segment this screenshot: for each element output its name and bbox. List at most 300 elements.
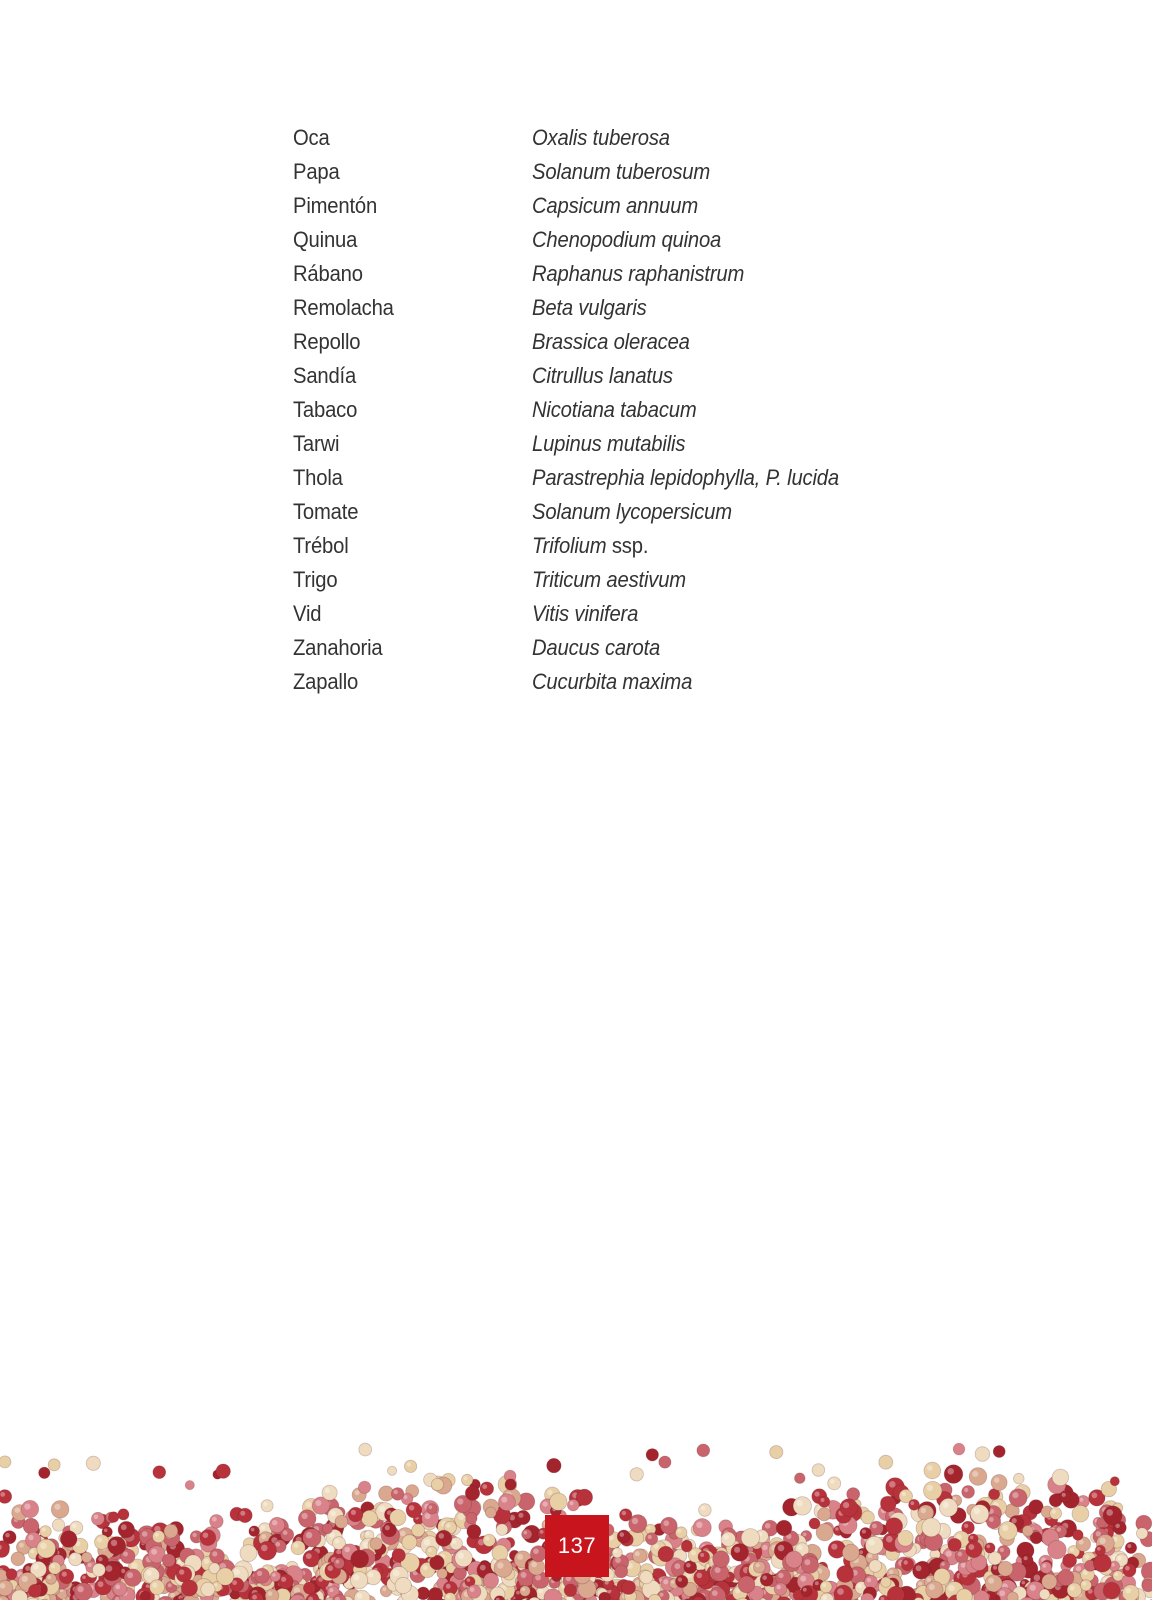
quinoa-grain [462,1474,473,1485]
quinoa-grain [741,1529,759,1547]
quinoa-grain [51,1501,69,1519]
quinoa-grain [402,1535,417,1550]
quinoa-grain [359,1443,372,1456]
quinoa-grain [1007,1592,1018,1600]
quinoa-grain-highlight [762,1575,767,1580]
quinoa-grain [774,1583,787,1596]
quinoa-grain-highlight [252,1595,257,1600]
quinoa-grain [395,1577,411,1593]
quinoa-grain [944,1465,963,1484]
quinoa-grain-highlight [734,1547,740,1553]
quinoa-grain-highlight [325,1488,330,1493]
quinoa-grain-highlight [1115,1572,1119,1576]
scientific-name [532,601,901,627]
quinoa-grain [898,1530,914,1546]
quinoa-grain-highlight [94,1515,99,1520]
quinoa-grain-highlight [152,1583,157,1588]
quinoa-grain [140,1591,150,1600]
scientific-name [532,431,901,457]
quinoa-grain [216,1568,233,1585]
common-name: Quinua [293,227,358,252]
common-name: Tomate [293,499,359,524]
quinoa-grain-highlight [517,1554,523,1560]
quinoa-grain-highlight [524,1531,528,1535]
quinoa-grain-highlight [519,1513,524,1518]
quinoa-grain [249,1526,260,1537]
quinoa-grain-highlight [964,1524,968,1528]
quinoa-grain-highlight [203,1532,209,1538]
quinoa-grain-highlight [989,1517,994,1522]
table-row [293,393,933,427]
quinoa-grain [922,1518,941,1537]
quinoa-grain [1103,1582,1120,1599]
quinoa-grain-highlight [647,1526,651,1530]
quinoa-grain-highlight [251,1528,255,1532]
quinoa-grain [505,1479,516,1490]
quinoa-grain-highlight [1079,1498,1083,1502]
quinoa-grain [118,1521,134,1537]
quinoa-grain [69,1552,82,1565]
quinoa-grain [1014,1473,1025,1484]
scientific-name-italic: Parastrephia lepidophylla, P. lucida [532,465,839,490]
quinoa-grain [303,1582,315,1594]
quinoa-grain-highlight [886,1536,893,1543]
quinoa-grain [969,1468,987,1486]
quinoa-grain-highlight [927,1485,933,1491]
quinoa-grain [622,1581,636,1595]
quinoa-grain [837,1566,854,1583]
scientific-name [532,261,901,287]
quinoa-grain-highlight [351,1510,356,1515]
scientific-name [532,465,901,491]
quinoa-grain-highlight [843,1502,849,1508]
quinoa-grain-highlight [941,1562,945,1566]
table-row [293,597,933,631]
quinoa-grain-highlight [82,1576,86,1580]
quinoa-grain [150,1580,165,1595]
quinoa-grain-highlight [268,1591,273,1596]
scientific-name-italic: Brassica oleracea [532,329,690,354]
quinoa-grain [351,1572,368,1589]
quinoa-grain [92,1563,105,1576]
quinoa-grain-highlight [1057,1527,1061,1531]
quinoa-grain-highlight [947,1468,954,1475]
quinoa-grain-highlight [98,1557,102,1561]
table-row [293,291,933,325]
quinoa-grain-highlight [28,1535,33,1540]
quinoa-grain-highlight [485,1536,489,1540]
quinoa-grain-highlight [1070,1548,1074,1552]
quinoa-grain-highlight [151,1549,157,1555]
quinoa-grain [322,1523,332,1533]
quinoa-grain-highlight [1111,1563,1115,1567]
quinoa-grain-highlight [366,1532,370,1536]
quinoa-grain-highlight [234,1569,240,1575]
quinoa-grain [801,1556,818,1573]
quinoa-grain-highlight [570,1501,574,1505]
quinoa-grain-highlight [14,1507,20,1513]
quinoa-grain [658,1546,673,1561]
common-name: Zanahoria [293,635,383,660]
quinoa-grain [392,1549,405,1562]
scientific-name-italic: Vitis vinifera [532,601,639,626]
quinoa-grain [1125,1542,1136,1553]
quinoa-grain-highlight [204,1559,209,1564]
quinoa-grain [1048,1540,1067,1559]
scientific-name-italic: Solanum tuberosum [532,159,711,184]
quinoa-grain [390,1510,406,1526]
quinoa-grain [322,1485,337,1500]
quinoa-grain [351,1550,369,1568]
quinoa-grain-highlight [778,1573,783,1578]
scientific-name [532,363,901,389]
scientific-name-suffix: ssp. [606,533,649,558]
quinoa-grain-highlight [869,1539,875,1545]
quinoa-grain-highlight [400,1531,406,1537]
quinoa-grain-highlight [543,1501,548,1506]
quinoa-grain [81,1552,92,1563]
quinoa-grain-highlight [121,1524,127,1530]
table-row [293,155,933,189]
scientific-name [532,397,901,423]
quinoa-grain-highlight [1083,1570,1088,1575]
quinoa-grain [485,1507,496,1518]
quinoa-grain-highlight [943,1502,949,1508]
quinoa-grain-highlight [393,1570,400,1577]
quinoa-grain [6,1569,17,1580]
quinoa-grain-highlight [0,1583,5,1589]
quinoa-grain [909,1499,920,1510]
quinoa-grain-highlight [142,1531,148,1537]
quinoa-grain-highlight [994,1477,1000,1483]
quinoa-grain-highlight [22,1576,28,1582]
quinoa-grain [113,1582,127,1596]
quinoa-grain-highlight [457,1498,463,1504]
quinoa-grain-highlight [407,1462,411,1466]
quinoa-grain-highlight [328,1565,334,1571]
quinoa-grain-highlight [19,1543,24,1548]
quinoa-grain-highlight [862,1530,866,1534]
quinoa-grain [483,1534,495,1546]
quinoa-grain-highlight [263,1502,267,1506]
quinoa-grain-highlight [344,1547,350,1553]
quinoa-grain-highlight [155,1533,159,1537]
quinoa-grain [1050,1507,1062,1519]
quinoa-grain-highlight [815,1581,819,1585]
quinoa-grain-highlight [859,1550,863,1554]
quinoa-grain-highlight [30,1549,34,1553]
quinoa-grain [483,1573,498,1588]
quinoa-grain-highlight [1125,1588,1131,1594]
quinoa-grain [646,1449,658,1461]
quinoa-grain-highlight [675,1563,681,1569]
quinoa-grain [436,1530,452,1546]
quinoa-grain-highlight [724,1535,729,1540]
quinoa-grain-highlight [663,1520,669,1526]
quinoa-grain-highlight [648,1535,652,1539]
quinoa-grain-highlight [830,1479,835,1484]
quinoa-grain-highlight [822,1583,826,1587]
quinoa-grain-highlight [696,1522,702,1528]
species-table [293,121,933,699]
quinoa-grain-highlight [394,1490,398,1494]
quinoa-grain [1123,1564,1136,1577]
quinoa-grain [269,1517,284,1532]
quinoa-grain-highlight [918,1582,922,1586]
quinoa-grain [776,1520,792,1536]
quinoa-grain [261,1500,273,1512]
quinoa-grain [520,1586,531,1597]
quinoa-grain [467,1585,481,1599]
quinoa-grain-highlight [131,1562,138,1569]
quinoa-grain-highlight [452,1540,456,1544]
common-name: Rábano [293,261,363,286]
quinoa-grain [361,1510,377,1526]
scientific-name-italic: Chenopodium quinoa [532,227,722,252]
quinoa-grain [95,1535,110,1550]
quinoa-grain-highlight [179,1569,184,1574]
quinoa-grain-highlight [821,1498,825,1502]
quinoa-grain [427,1504,437,1514]
table-row [293,495,933,529]
quinoa-grain [681,1541,692,1552]
quinoa-grain [865,1536,883,1554]
quinoa-grain [37,1539,56,1558]
quinoa-grain-highlight [97,1537,102,1542]
common-name: Papa [293,159,340,184]
quinoa-grain-highlight [697,1573,703,1579]
quinoa-grain [694,1570,710,1586]
quinoa-grain-highlight [635,1551,640,1556]
quinoa-grain-highlight [272,1573,276,1577]
quinoa-grain [86,1456,100,1470]
quinoa-grain-highlight [424,1539,430,1545]
quinoa-grain [185,1481,194,1490]
quinoa-grain [108,1512,119,1523]
quinoa-grain [39,1467,50,1478]
table-row [293,529,933,563]
table-row [293,631,933,665]
quinoa-grain-highlight [429,1505,433,1509]
quinoa-grain-highlight [281,1577,286,1582]
quinoa-grain-highlight [127,1572,133,1578]
quinoa-grain [699,1504,712,1517]
quinoa-grain-highlight [1097,1547,1101,1551]
quinoa-grain-highlight [972,1471,978,1477]
common-name: Pimentón [293,193,378,218]
quinoa-grain-highlight [756,1563,760,1567]
quinoa-grain [496,1524,508,1536]
quinoa-grain-highlight [425,1513,431,1519]
quinoa-grain [91,1512,104,1525]
quinoa-grain-highlight [969,1544,975,1550]
quinoa-grain [1110,1477,1119,1486]
quinoa-grain [494,1559,512,1577]
quinoa-grain-highlight [1042,1564,1046,1568]
quinoa-grain [210,1549,225,1564]
quinoa-grain [785,1551,802,1568]
quinoa-grain-highlight [531,1562,537,1568]
quinoa-grain-highlight [889,1570,893,1574]
quinoa-grain [164,1524,178,1538]
quinoa-grain [640,1571,653,1584]
quinoa-grain-highlight [382,1587,386,1591]
quinoa-grain [962,1486,975,1499]
quinoa-grain-highlight [522,1588,526,1592]
quinoa-grain [926,1581,943,1598]
common-name: Trigo [293,567,338,592]
quinoa-grain-highlight [1052,1510,1056,1514]
quinoa-grain [366,1569,381,1584]
quinoa-grain [567,1499,579,1511]
quinoa-grain-highlight [804,1559,810,1565]
quinoa-grain [812,1464,825,1477]
scientific-name [532,159,901,185]
table-row [293,461,933,495]
quinoa-grain-highlight [904,1560,908,1564]
quinoa-grain [1093,1554,1111,1572]
quinoa-grain-highlight [614,1549,618,1553]
quinoa-grain [216,1464,230,1478]
quinoa-grain-highlight [777,1585,781,1589]
quinoa-grain [869,1560,882,1573]
quinoa-grain-highlight [212,1551,217,1556]
quinoa-grain-highlight [872,1524,877,1529]
quinoa-grain-highlight [335,1539,340,1544]
quinoa-grain [1067,1583,1082,1598]
quinoa-grain-highlight [115,1585,120,1590]
quinoa-grain-highlight [458,1553,464,1559]
quinoa-grain [993,1446,1005,1458]
quinoa-grain [1095,1545,1105,1555]
quinoa-grain [966,1541,982,1557]
quinoa-grain-highlight [700,1553,704,1557]
quinoa-grain [530,1546,546,1562]
quinoa-grain [153,1531,165,1543]
quinoa-grain [1022,1525,1033,1536]
quinoa-grain [428,1588,442,1600]
quinoa-grain [615,1565,628,1578]
scientific-name-italic: Triticum aestivum [532,567,686,592]
quinoa-grain-highlight [964,1488,968,1492]
quinoa-grain [801,1586,812,1597]
quinoa-grain [819,1496,830,1507]
quinoa-grain-highlight [329,1588,333,1592]
quinoa-grain [298,1510,316,1528]
quinoa-grain-highlight [921,1508,927,1514]
quinoa-grain [335,1515,348,1528]
quinoa-grain [388,1466,397,1475]
quinoa-grain [659,1456,671,1468]
table-row [293,223,933,257]
quinoa-grain-highlight [357,1593,363,1599]
quinoa-grain-highlight [33,1564,39,1570]
quinoa-grain-highlight [272,1520,277,1525]
quinoa-grain-highlight [168,1583,172,1587]
quinoa-grain [358,1481,370,1493]
quinoa-grain-highlight [62,1572,67,1577]
quinoa-grain-highlight [974,1508,981,1515]
quinoa-grain-highlight [677,1529,681,1533]
quinoa-grain-highlight [5,1533,10,1538]
quinoa-grain-highlight [302,1513,308,1519]
common-name: Repollo [293,329,361,354]
quinoa-grain-highlight [428,1548,432,1552]
scientific-name-italic: Beta vulgaris [532,295,647,320]
table-row [293,665,933,699]
quinoa-grain [60,1531,77,1548]
quinoa-grain-highlight [104,1529,108,1533]
quinoa-grain-highlight [470,1587,475,1592]
quinoa-grain [809,1518,820,1529]
scientific-name-italic: Nicotiana tabacum [532,397,697,422]
quinoa-grain [1009,1489,1027,1507]
quinoa-grain-highlight [111,1540,117,1546]
quinoa-grain [999,1522,1018,1541]
quinoa-grain-highlight [1000,1548,1004,1552]
quinoa-grain-highlight [409,1505,414,1510]
quinoa-grain [793,1497,811,1515]
table-row [293,359,933,393]
quinoa-grain-highlight [446,1584,451,1589]
common-name: Sandía [293,363,357,388]
quinoa-grain-highlight [276,1542,281,1547]
quinoa-grain [953,1443,965,1455]
quinoa-grain-highlight [970,1536,974,1540]
quinoa-grain [59,1569,74,1584]
quinoa-grain-highlight [497,1562,503,1568]
quinoa-grain [1040,1562,1052,1574]
quinoa-grain [11,1552,25,1566]
quinoa-grain [970,1505,989,1524]
quinoa-grain [998,1561,1013,1576]
quinoa-grain [254,1568,269,1583]
quinoa-grain-highlight [71,1555,76,1560]
scientific-name [532,329,901,355]
quinoa-grain [370,1538,382,1550]
quinoa-grain [522,1529,532,1539]
scientific-name-italic: Lupinus mutabilis [532,431,686,456]
quinoa-grain-highlight [482,1484,487,1489]
quinoa-grain [1042,1574,1057,1589]
scientific-name [532,227,901,253]
quinoa-grain-highlight [867,1578,872,1583]
quinoa-grain-highlight [123,1552,128,1557]
quinoa-grain-highlight [379,1506,385,1512]
quinoa-grain [465,1486,479,1500]
quinoa-grain [630,1468,643,1481]
quinoa-grain-highlight [261,1534,266,1539]
quinoa-grain-highlight [659,1593,663,1597]
quinoa-grain-highlight [464,1476,468,1480]
quinoa-grain [818,1508,831,1521]
quinoa-grain-highlight [88,1563,92,1567]
quinoa-grain [49,1562,61,1574]
quinoa-grain [303,1550,320,1567]
quinoa-grain-highlight [778,1545,785,1552]
quinoa-grain-highlight [1092,1492,1098,1498]
quinoa-grain-highlight [240,1511,245,1516]
quinoa-grain-highlight [212,1517,217,1522]
quinoa-grain-highlight [1012,1492,1018,1498]
quinoa-grain-highlight [336,1560,340,1564]
quinoa-grain-highlight [446,1595,450,1599]
quinoa-grain-highlight [261,1545,268,1552]
quinoa-grain [240,1545,257,1562]
quinoa-grain [118,1509,129,1520]
quinoa-grain [1022,1554,1033,1565]
quinoa-grain-highlight [1082,1582,1086,1586]
